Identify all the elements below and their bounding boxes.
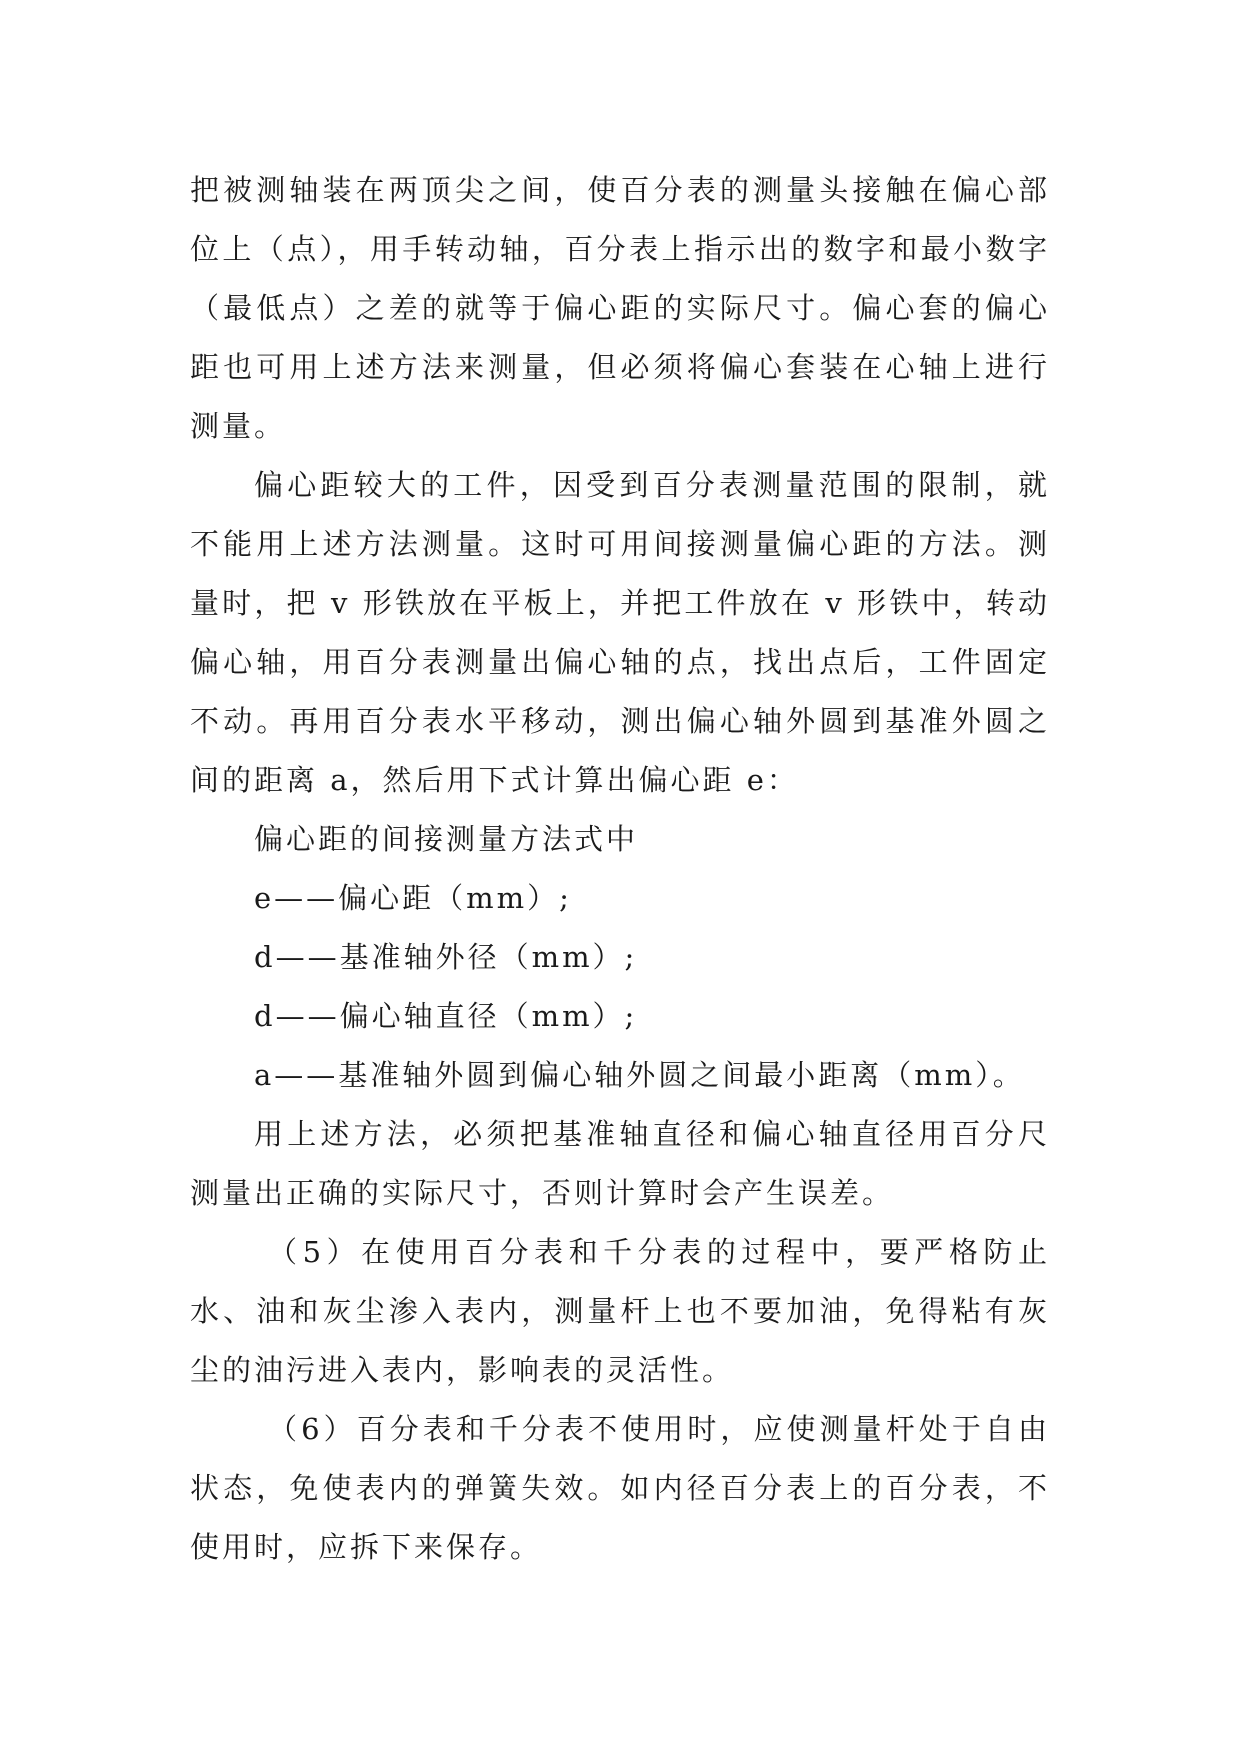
definition-d-eccentric: d——偏心轴直径（mm）; — [254, 999, 638, 1033]
paragraph-large-eccentricity: 偏心距较大的工件，因受到百分表测量范围的限制，就不能用上述方法测量。这时可用间接测量偏心距的方法。测量时，把 v 形铁放在平板上，并把工件放在 v 形铁中，转动偏心轴，用百分表测量出偏心轴的点，找出点后，工件固定不动。再用百分表水平移动，测出偏心轴外圆到基准外圆之间的距离 a，然后用下式计算出偏心距 e： — [190, 468, 1050, 797]
paragraph-measurement-method: 把被测轴装在两顶尖之间，使百分表的测量头接触在偏心部位上（点），用手转动轴，百分表上指示出的数字和最小数字（最低点）之差的就等于偏心距的实际尺寸。偏心套的偏心距也可用上述方法来测量，但必须将偏心套装在心轴上进行测量。 — [190, 173, 1050, 443]
list-item-5: （5）在使用百分表和千分表的过程中，要严格防止水、油和灰尘渗入表内，测量杆上也不要加油，免得粘有灰尘的油污进入表内，影响表的灵活性。 — [190, 1235, 1050, 1387]
formula-caption: 偏心距的间接测量方法式中 — [254, 822, 639, 856]
definition-e: e——偏心距（mm）; — [254, 881, 572, 915]
definition-a: a——基准轴外圆到偏心轴外圆之间最小距离（mm）。 — [254, 1058, 1025, 1092]
document-body — [190, 161, 1050, 1577]
definition-d-base: d——基准轴外径（mm）; — [254, 940, 638, 974]
list-item-6: （6）百分表和千分表不使用时，应使测量杆处于自由状态，免使表内的弹簧失效。如内径百分表上的百分表，不使用时，应拆下来保存。 — [190, 1412, 1050, 1564]
paragraph-micrometer-note: 用上述方法，必须把基准轴直径和偏心轴直径用百分尺测量出正确的实际尺寸，否则计算时会产生误差。 — [190, 1117, 1050, 1210]
